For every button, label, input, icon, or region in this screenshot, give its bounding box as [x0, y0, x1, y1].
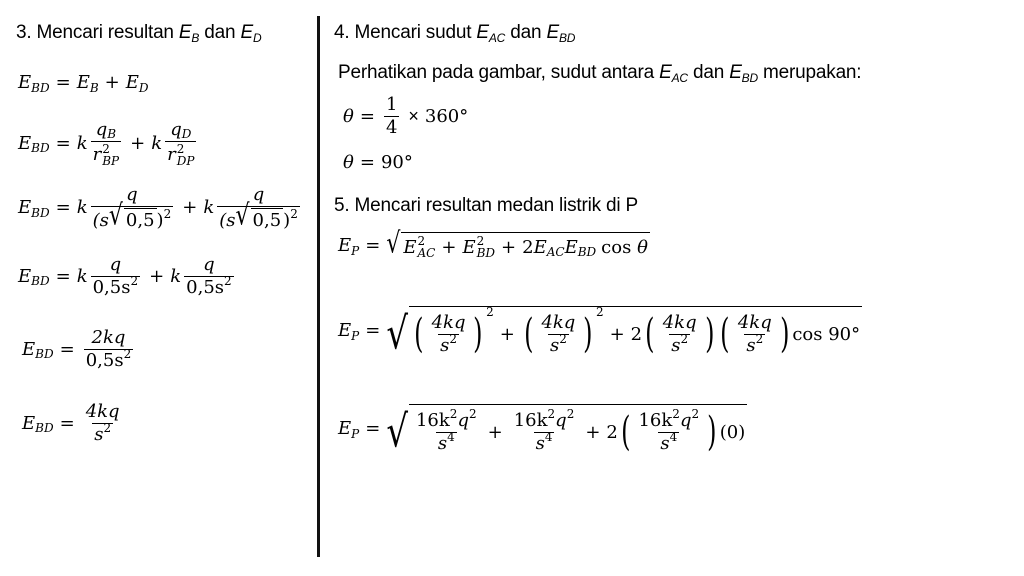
- math-token: D: [138, 80, 149, 95]
- math-token: 4kq: [541, 312, 576, 333]
- math-frac: [636, 407, 701, 454]
- math-supsub: [417, 235, 435, 259]
- math-token: s: [746, 334, 756, 356]
- math-token: cos 90°: [792, 323, 861, 345]
- math-num: [512, 407, 577, 432]
- equation-ebd-result: [22, 402, 125, 445]
- symbol-E: E: [240, 22, 253, 43]
- math-token: k: [170, 265, 182, 287]
- math-token: =: [55, 197, 71, 219]
- math-token: E: [338, 235, 352, 256]
- math-token: 4kq: [662, 312, 697, 333]
- math-token: 2: [102, 141, 110, 156]
- math-paren: ): [473, 311, 483, 358]
- math-token: r: [167, 143, 176, 165]
- math-token: AC: [671, 71, 688, 85]
- math-token: =: [55, 72, 71, 93]
- math-token: q: [109, 254, 122, 275]
- math-den: [669, 331, 690, 356]
- math-token: k: [76, 197, 88, 219]
- math-token: 0,5s: [92, 276, 131, 298]
- math-token: 2: [672, 407, 680, 421]
- math-token: BD: [35, 421, 54, 436]
- math-token: 0,5s: [186, 276, 225, 298]
- math-token: 2: [130, 273, 139, 288]
- math-token: r: [92, 143, 102, 165]
- math-token: 4kq: [85, 401, 120, 422]
- math-den: [91, 199, 174, 232]
- math-token: E: [18, 72, 32, 93]
- math-paren: (: [620, 409, 631, 456]
- math-token: 2: [566, 407, 575, 421]
- math-body: [409, 404, 747, 454]
- math-num: [251, 185, 267, 206]
- math-token: P: [351, 243, 360, 258]
- math-den: [91, 141, 122, 167]
- math-token: 2: [476, 234, 485, 248]
- math-rad: √: [386, 405, 408, 458]
- math-frac: [184, 255, 234, 298]
- math-token: 4: [669, 429, 678, 444]
- math-token: B: [107, 127, 117, 141]
- math-supsub: [102, 143, 119, 167]
- math-token: E: [125, 72, 139, 93]
- math-token: E: [18, 132, 32, 154]
- math-sqrt: [386, 227, 650, 261]
- math-rad: √: [386, 307, 408, 360]
- math-frac: [91, 120, 122, 167]
- math-token: Mencari resultan medan listrik di P: [354, 195, 638, 216]
- math-token: 4.: [334, 22, 350, 43]
- math-token: 2kq: [91, 327, 126, 348]
- equation-theta-fraction: [343, 95, 468, 138]
- math-token: Perhatikan pada gambar, sudut antara: [338, 62, 655, 83]
- math-token: =: [365, 320, 381, 342]
- math-token: P: [351, 426, 360, 441]
- math-token: 4: [544, 429, 553, 444]
- math-token: BD: [476, 246, 496, 260]
- math-paren: ): [779, 311, 790, 358]
- math-token: 360°: [424, 105, 469, 127]
- math-frac: [84, 328, 134, 371]
- math-frac: [217, 185, 300, 231]
- math-token: q: [679, 410, 692, 431]
- math-token: 2: [559, 331, 567, 346]
- math-token: 2: [680, 331, 689, 346]
- math-frac: [736, 313, 774, 356]
- section-4-heading: [334, 22, 575, 45]
- section-4-paragraph: [338, 62, 861, 85]
- math-token: 1: [385, 94, 398, 115]
- math-token: 2: [468, 407, 477, 421]
- math-token: s: [660, 432, 670, 454]
- math-token: 4: [447, 429, 455, 444]
- equation-theta-result: [343, 152, 413, 173]
- math-token: 0,5: [252, 209, 282, 231]
- equation-ebd-simplified: [18, 255, 237, 298]
- section-3-heading: [16, 22, 261, 45]
- math-sqrt: [386, 305, 862, 360]
- math-token: E: [338, 320, 352, 342]
- math-token: =: [59, 338, 75, 360]
- math-token: q: [126, 184, 138, 205]
- math-token: q: [170, 119, 182, 140]
- math-den: [658, 429, 679, 454]
- math-paren: ): [707, 409, 717, 456]
- math-num: [90, 328, 128, 349]
- math-token: dan: [510, 22, 542, 43]
- math-token: 90°: [380, 152, 413, 173]
- math-sqrt: [386, 404, 747, 458]
- math-token: 2: [163, 206, 172, 221]
- math-token: E: [564, 236, 578, 258]
- math-token: (s: [92, 209, 109, 231]
- math-token: BD: [31, 80, 50, 95]
- math-token: +: [609, 323, 625, 345]
- math-den: [84, 346, 134, 371]
- math-token: =: [365, 418, 381, 440]
- math-token: k: [76, 132, 88, 154]
- math-token: 2: [486, 305, 494, 320]
- math-token: 2: [103, 420, 112, 435]
- math-den: [436, 429, 457, 454]
- math-token: ): [283, 209, 291, 231]
- math-num: [124, 185, 140, 206]
- math-token: BD: [31, 274, 50, 289]
- math-num: [168, 120, 193, 141]
- math-token: =: [59, 412, 75, 434]
- math-token: ): [156, 209, 164, 231]
- conjunction: dan: [204, 22, 236, 43]
- math-token: 2: [290, 206, 298, 221]
- subscript: D: [252, 31, 262, 45]
- math-den: [548, 331, 569, 356]
- math-token: +: [585, 421, 601, 443]
- math-token: k: [76, 265, 88, 287]
- math-token: P: [351, 328, 360, 343]
- math-den: [438, 331, 459, 356]
- math-token: BD: [741, 71, 758, 85]
- math-paren: (: [720, 311, 730, 358]
- math-token: s: [437, 432, 448, 454]
- math-token: E: [533, 236, 547, 258]
- math-frac: [539, 313, 577, 356]
- math-token: B: [89, 80, 99, 95]
- math-token: D: [181, 127, 192, 141]
- math-paren: (: [523, 311, 534, 358]
- math-token: BD: [577, 245, 597, 259]
- math-token: E: [22, 338, 36, 360]
- math-token: E: [22, 412, 36, 434]
- math-body: [409, 306, 862, 356]
- math-token: s: [535, 432, 545, 454]
- math-token: 2: [449, 407, 458, 421]
- math-token: 16k: [415, 410, 450, 431]
- math-token: θ: [343, 105, 354, 127]
- math-token: +: [130, 132, 146, 154]
- equation-ebd-sum: [18, 72, 149, 93]
- math-token: dan: [692, 62, 725, 83]
- math-token: BD: [31, 205, 50, 220]
- math-frac: [661, 313, 699, 356]
- heading-text: Mencari resultan: [36, 22, 174, 43]
- math-token: BP: [102, 153, 120, 168]
- math-token: 2: [606, 421, 618, 443]
- math-token: 2: [224, 273, 232, 288]
- math-token: =: [365, 235, 381, 256]
- math-frac: [91, 255, 141, 298]
- math-token: k: [203, 197, 215, 219]
- math-token: q: [252, 184, 265, 205]
- math-body: [401, 232, 650, 259]
- math-token: 4kq: [431, 312, 466, 333]
- math-frac: [512, 407, 577, 454]
- math-token: k: [151, 132, 163, 154]
- math-den: [92, 420, 113, 445]
- section-5-heading: [334, 195, 638, 217]
- math-token: 2: [417, 234, 426, 248]
- math-token: E: [476, 22, 489, 43]
- section-number: 3.: [16, 22, 32, 43]
- math-token: BD: [31, 141, 50, 156]
- math-token: E: [546, 22, 559, 43]
- math-token: 16k: [638, 410, 673, 431]
- math-token: 2: [176, 141, 185, 156]
- math-frac: [84, 402, 122, 445]
- math-token: Mencari sudut: [354, 22, 472, 43]
- math-den: [184, 273, 234, 298]
- math-paren: (: [414, 311, 424, 358]
- math-token: q: [95, 119, 108, 140]
- math-frac: [91, 185, 174, 231]
- math-token: +: [441, 236, 457, 258]
- math-token: AC: [488, 31, 506, 45]
- math-token: E: [729, 62, 742, 83]
- math-num: [201, 255, 217, 276]
- math-sqrt: [108, 199, 157, 232]
- math-frac: [165, 120, 196, 167]
- math-token: s: [671, 334, 681, 356]
- column-divider: [317, 16, 320, 557]
- math-token: E: [462, 236, 476, 258]
- math-token: 2: [522, 236, 534, 258]
- math-supsub: [477, 235, 495, 259]
- math-token: q: [457, 410, 469, 431]
- equation-ep-substituted: [338, 305, 862, 360]
- math-num: [430, 313, 468, 334]
- equation-ebd-combined: [22, 328, 136, 371]
- math-token: 16k: [513, 410, 548, 431]
- math-rad: √: [235, 199, 250, 232]
- math-den: [165, 141, 196, 167]
- math-token: cos: [601, 236, 632, 258]
- math-paren: (: [645, 311, 655, 358]
- math-token: +: [149, 265, 165, 287]
- math-token: θ: [637, 236, 648, 258]
- math-token: E: [659, 62, 672, 83]
- math-paren: ): [583, 311, 593, 358]
- equation-ebd-coulomb: [18, 120, 199, 167]
- math-num: [636, 407, 701, 432]
- equation-ebd-distance: [18, 185, 303, 231]
- math-token: =: [55, 265, 71, 287]
- math-den: [91, 273, 141, 298]
- math-supsub: [177, 143, 195, 167]
- symbol-E: E: [178, 22, 192, 43]
- math-token: s: [440, 334, 450, 356]
- math-token: s: [549, 334, 560, 356]
- math-num: [736, 313, 774, 334]
- math-token: q: [203, 254, 215, 275]
- math-rad: √: [386, 227, 401, 261]
- math-token: 2: [691, 407, 700, 421]
- math-num: [94, 120, 118, 141]
- math-token: +: [104, 72, 120, 93]
- math-num: [539, 313, 577, 334]
- equation-ep-expanded: [338, 404, 747, 458]
- equation-ep-general: [338, 227, 650, 261]
- math-token: q: [555, 410, 567, 431]
- math-token: =: [55, 132, 71, 154]
- math-num: [108, 255, 124, 276]
- math-den: [217, 199, 300, 232]
- math-token: BD: [558, 31, 576, 45]
- math-token: θ: [343, 152, 354, 173]
- math-token: 2: [547, 407, 556, 421]
- math-token: E: [18, 197, 32, 219]
- math-paren: ): [704, 311, 715, 358]
- math-frac: [430, 313, 468, 356]
- math-token: +: [182, 197, 198, 219]
- math-token: 4kq: [737, 312, 772, 333]
- math-token: 0,5: [125, 209, 155, 231]
- math-frac: [414, 407, 479, 454]
- math-token: DP: [176, 153, 195, 168]
- math-token: ×: [408, 105, 419, 126]
- math-token: (0): [719, 421, 746, 443]
- math-token: 2: [123, 346, 132, 361]
- math-num: [661, 313, 699, 334]
- subscript: B: [191, 31, 200, 45]
- math-token: =: [359, 105, 375, 127]
- math-token: E: [338, 418, 352, 440]
- math-den: [744, 331, 765, 356]
- math-sqrt: [235, 199, 284, 232]
- math-token: +: [487, 421, 503, 443]
- math-token: 2: [755, 331, 764, 346]
- math-token: 0,5s: [85, 349, 124, 371]
- math-token: +: [499, 323, 515, 345]
- math-token: E: [18, 265, 32, 287]
- math-token: AC: [546, 245, 565, 259]
- math-token: 2: [595, 305, 604, 320]
- math-token: E: [76, 72, 90, 93]
- math-token: 2: [449, 331, 457, 346]
- math-token: AC: [417, 246, 436, 260]
- math-den: [534, 429, 555, 454]
- math-token: 2: [630, 323, 643, 345]
- math-token: =: [359, 152, 375, 173]
- math-token: E: [403, 236, 417, 258]
- math-token: BD: [35, 347, 54, 362]
- math-token: 5.: [334, 195, 350, 216]
- math-token: +: [501, 236, 517, 258]
- math-num: [84, 402, 122, 423]
- math-token: merupakan:: [763, 62, 862, 83]
- math-token: (s: [219, 209, 236, 231]
- math-frac: [384, 95, 399, 138]
- math-token: s: [94, 423, 104, 445]
- math-rad: √: [108, 199, 123, 232]
- math-num: [414, 407, 479, 432]
- math-token: 4: [385, 116, 398, 138]
